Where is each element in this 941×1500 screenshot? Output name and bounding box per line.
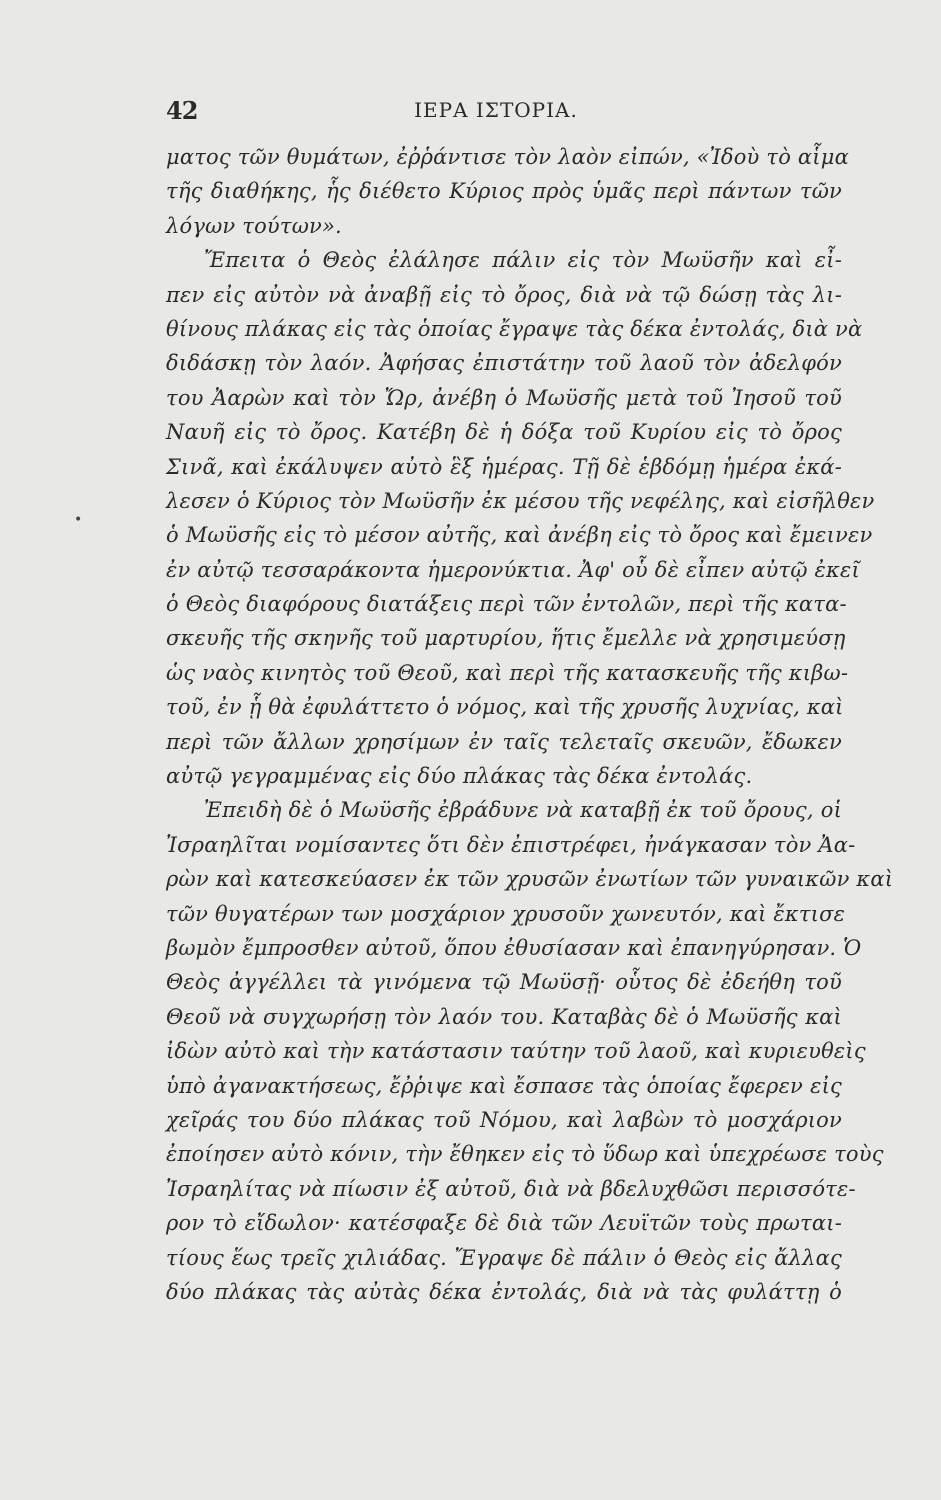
text-line: ματος τῶν θυμάτων, ἐῤῥάντισε τὸν λαὸν εἰπών, «Ἰδοὺ τὸ αἷμα [166, 145, 849, 169]
text-line: διδάσκῃ τὸν λαόν. Ἀφήσας ἐπιστάτην τοῦ λαοῦ τὸν ἀδελφόν [166, 351, 842, 376]
text-line: βωμὸν ἔμπροσθεν αὐτοῦ, ὅπου ἐθυσίασαν καὶ ἐπανηγύρησαν. Ὁ [166, 935, 862, 960]
text-line: Θεὸς ἀγγέλλει τὰ γινόμενα τῷ Μωϋσῇ· οὗτος δὲ ἐδεήθη τοῦ [166, 970, 842, 995]
text-line: τίους ἕως τρεῖς χιλιάδας. Ἔγραψε δὲ πάλιν ὁ Θεὸς εἰς ἄλλας [166, 1245, 842, 1270]
text-line: αὐτῷ γεγραμμένας εἰς δύο πλάκας τὰς δέκα ἐντολάς. [166, 764, 753, 789]
text-line: Ἰσραηλῖται νομίσαντες ὅτι δὲν ἐπιστρέφει, ἠνάγκασαν τὸν Ἀα- [166, 832, 856, 857]
running-head: ΙΕΡΑ ΙΣΤΟΡΙΑ. [414, 98, 578, 122]
text-line: ρὼν καὶ κατεσκεύασεν ἐκ τῶν χρυσῶν ἐνωτίων τῶν γυναικῶν καὶ [166, 867, 894, 892]
text-line: ὑπὸ ἀγανακτήσεως, ἔῤῥιψε καὶ ἔσπασε τὰς ὁποίας ἔφερεν εἰς [166, 1073, 842, 1098]
text-line: ὁ Μωϋσῆς εἰς τὸ μέσον αὐτῆς, καὶ ἀνέβη εἰς τὸ ὄρος καὶ ἔμεινεν [166, 523, 873, 548]
text-line: ρον τὸ εἴδωλον· κατέσφαξε δὲ διὰ τῶν Λευϊτῶν τοὺς πρωται- [166, 1211, 842, 1236]
page-header [166, 96, 826, 126]
text-line: τῶν θυγατέρων των μοσχάριον χρυσοῦν χωνευτόν, καὶ ἔκτισε [166, 901, 846, 926]
text-line: ἐν αὐτῷ τεσσαράκοντα ἡμερονύκτια. Ἀφ' οὗ δὲ εἶπεν αὐτῷ ἐκεῖ [166, 557, 860, 582]
page-number: 42 [166, 96, 198, 125]
text-line: Ναυῆ εἰς τὸ ὄρος. Κατέβη δὲ ἡ δόξα τοῦ Κυρίου εἰς τὸ ὄρος [166, 420, 842, 445]
text-line: Σινᾶ, καὶ ἐκάλυψεν αὐτὸ ἓξ ἡμέρας. Τῇ δὲ ἑβδόμῃ ἡμέρα ἐκά- [166, 454, 842, 479]
text-line: Ἔπειτα ὁ Θεὸς ἐλάλησε πάλιν εἰς τὸν Μωϋσῆν καὶ εἶ- [204, 248, 842, 273]
text-line: ἐποίησεν αὐτὸ κόνιν, τὴν ἔθηκεν εἰς τὸ ὕδωρ καὶ ὑπεχρέωσε τοὺς [166, 1142, 884, 1167]
text-line: περὶ τῶν ἄλλων χρησίμων ἐν ταῖς τελεταῖς σκευῶν, ἔδωκεν [166, 729, 842, 754]
text-line: του Ἀαρὼν καὶ τὸν Ὤρ, ἀνέβη ὁ Μωϋσῆς μετὰ τοῦ Ἰησοῦ τοῦ [166, 385, 842, 410]
text-line: τοῦ, ἐν ᾗ θὰ ἐφυλάττετο ὁ νόμος, καὶ τῆς χρυσῆς λυχνίας, καὶ [166, 695, 844, 720]
text-line: Θεοῦ νὰ συγχωρήσῃ τὸν λαόν του. Καταβὰς δὲ ὁ Μωϋσῆς καὶ [166, 1004, 842, 1029]
text-line: ἰδὼν αὐτὸ καὶ τὴν κατάστασιν ταύτην τοῦ λαοῦ, καὶ κυριευθεὶς [166, 1039, 866, 1064]
text-line: πεν εἰς αὐτὸν νὰ ἀναβῇ εἰς τὸ ὄρος, διὰ νὰ τῷ δώσῃ τὰς λι- [166, 282, 842, 307]
text-line: Ἐπειδὴ δὲ ὁ Μωϋσῆς ἐβράδυνε νὰ καταβῇ ἐκ τοῦ ὄρους, οἱ [204, 798, 842, 823]
text-line: τῆς διαθήκης, ἧς διέθετο Κύριος πρὸς ὑμᾶς περὶ πάντων τῶν [166, 179, 842, 204]
text-line: δύο πλάκας τὰς αὐτὰς δέκα ἐντολάς, διὰ νὰ τὰς φυλάττῃ ὁ [166, 1279, 842, 1304]
text-line: λόγων τούτων». [166, 213, 342, 238]
text-line: χεῖράς του δύο πλάκας τοῦ Νόμου, καὶ λαβὼν τὸ μοσχάριον [166, 1107, 842, 1132]
text-line: σκευῆς τῆς σκηνῆς τοῦ μαρτυρίου, ἥτις ἔμελλε νὰ χρησιμεύσῃ [166, 626, 846, 651]
text-line: ὁ Θεὸς διαφόρους διατάξεις περὶ τῶν ἐντολῶν, περὶ τῆς κατα- [166, 592, 847, 617]
text-line: θίνους πλάκας εἰς τὰς ὁποίας ἔγραψε τὰς δέκα ἐντολάς, διὰ νὰ [166, 316, 863, 341]
text-line: λεσεν ὁ Κύριος τὸν Μωϋσῆν ἐκ μέσου τῆς νεφέλης, καὶ εἰσῆλθεν [166, 488, 875, 513]
text-line: ὡς ναὸς κινητὸς τοῦ Θεοῦ, καὶ περὶ τῆς κατασκευῆς τῆς κιβω- [166, 660, 849, 685]
text-line: Ἰσραηλίτας νὰ πίωσιν ἐξ αὐτοῦ, διὰ νὰ βδελυχθῶσι περισσότε- [166, 1176, 856, 1201]
margin-mark: • [74, 512, 83, 528]
body-text [166, 140, 894, 1309]
